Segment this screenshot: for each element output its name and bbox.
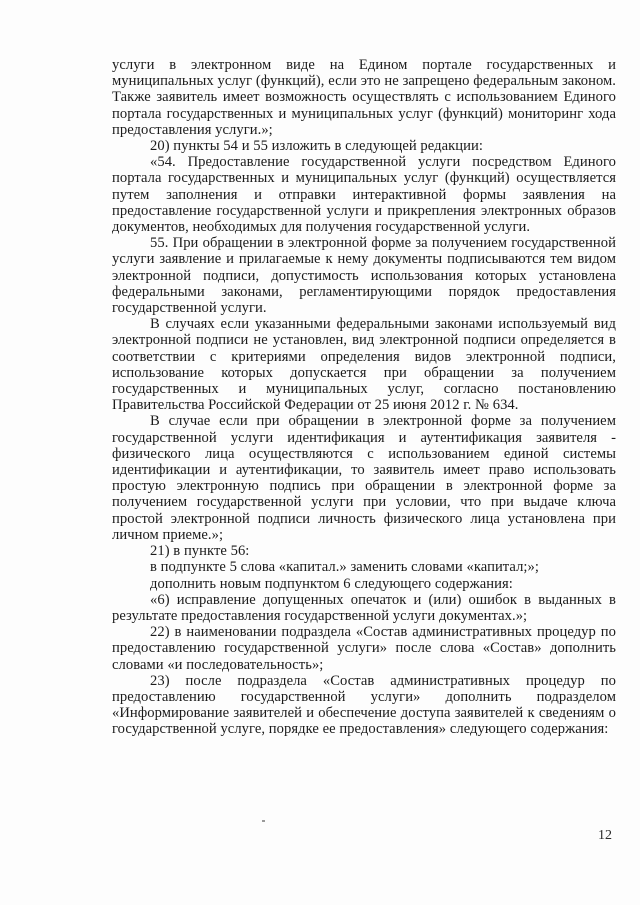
document-body [112, 57, 616, 738]
paragraph-7: 21) в пункте 56: [150, 543, 250, 560]
scan-speck [262, 820, 265, 822]
paragraph-3: «54. Предоставление государственной услуги посредством Единого портала государственных и муниципальных услуг (функций) осуществляется путем заполнения и отправки интерактивной формы заявления на предоставление государственной услуги и прикрепления электронных образов документов, необходимых для получения государственной услуги. [112, 154, 616, 236]
paragraph-2: 20) пункты 54 и 55 изложить в следующей редакции: [150, 138, 483, 155]
paragraph-9: дополнить новым подпунктом 6 следующего содержания: [150, 575, 513, 592]
paragraph-8: в подпункте 5 слова «капитал.» заменить словами «капитал;»; [150, 559, 539, 576]
paragraph-1: услуги в электронном виде на Едином портале государственных и муниципальных услуг (функций), если это не запрещено федеральным законом. Также заявитель имеет возможность осуществлять с использованием Единого портала государственных и муниципальных услуг (функций) мониторинг хода предоставления услуги.»; [112, 57, 616, 138]
paragraph-6: В случае если при обращении в электронной форме за получением государственной услуги идентификация и аутентификация заявителя - физического лица осуществляются с использованием единой системы идентификации и аутентификации, то заявитель имеет право использовать простую электронную подпись при обращении в электронной форме за получением государственной услуги при условии, что при выдаче ключа простой электронной подписи личность физического лица установлена при личном приеме.»; [112, 413, 616, 543]
page-number: 12 [598, 828, 612, 843]
paragraph-5: В случаях если указанными федеральными законами используемый вид электронной подписи не установлен, вид электронной подписи определяется в соответствии с критериями определения видов электронной подписи, использование которых допускается при обращении за получением государственных и муниципальных услуг, согласно постановлению Правительства Российской Федерации от 25 июня 2012 г. № 634. [112, 316, 616, 414]
paragraph-10: «6) исправление допущенных опечаток и (или) ошибок в выданных в результате предоставления государственной услуги документах.»; [112, 591, 616, 624]
paragraph-11: 22) в наименовании подраздела «Состав административных процедур по предоставлению государственной услуги» после слова «Состав» дополнить словами «и последовательность»; [112, 624, 616, 673]
paragraph-4: 55. При обращении в электронной форме за получением государственной услуги заявление и прилагаемые к нему документы подписываются тем видом электронной подписи, допустимость использования которых установлена федеральными законами, регламентирующими порядок предоставления государственной услуги. [112, 235, 616, 317]
paragraph-12: 23) после подраздела «Состав административных процедур по предоставлению государственной услуги» дополнить подразделом «Информирование заявителей и обеспечение доступа заявителей к сведениям о государственной услуге, порядке ее предоставления» следующего содержания: [112, 672, 616, 738]
